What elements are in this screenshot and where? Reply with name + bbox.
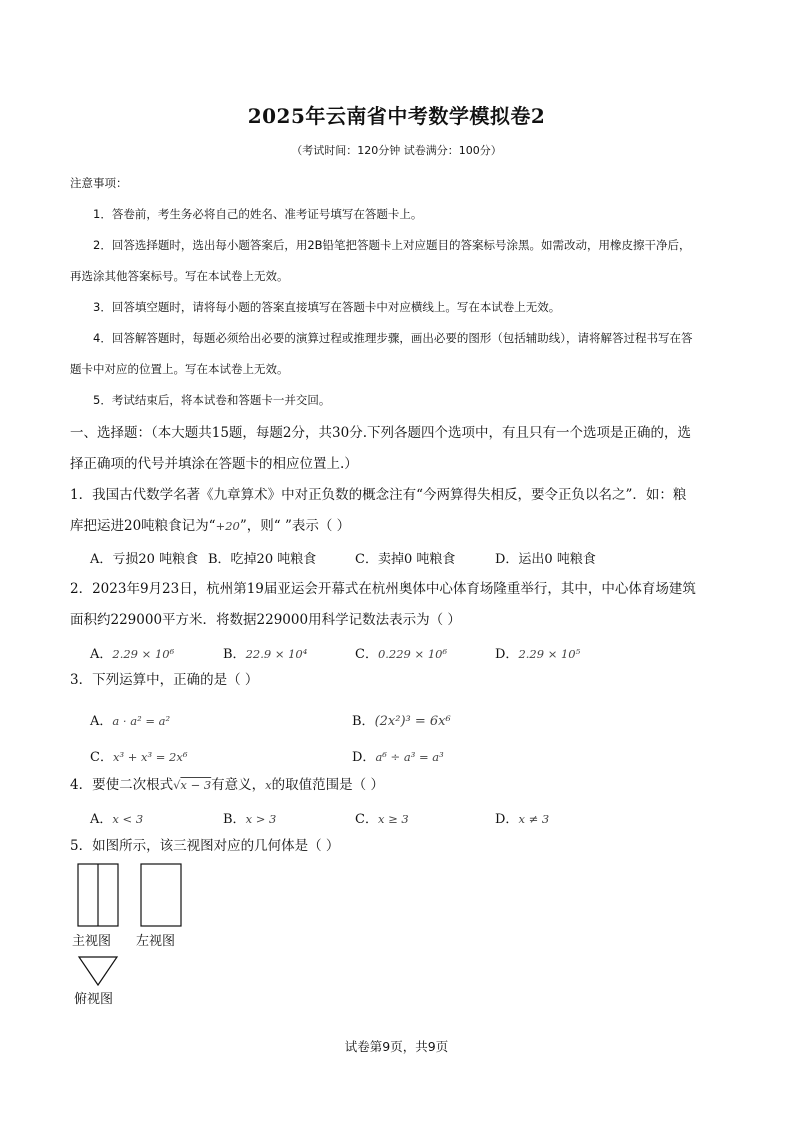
notice-item: 3．回答填空题时，请将每小题的答案直接填写在答题卡中对应横线上。写在本试卷上无效。 [93,300,561,314]
top-view-label: 俯视图 [74,992,114,1007]
side-view-label: 左视图 [136,934,176,949]
notice-heading: 注意事项： [70,176,128,190]
notice-item: 4．回答解答题时，每题必须给出必要的演算过程或推理步骤，画出必要的图形（包括辅助线），请将解答过程书写在答 [93,331,693,345]
q1-option-b: B．吃掉20 吨粮食 [208,552,317,567]
q1-option-c: C．卖掉0 吨粮食 [355,552,456,567]
front-view-label: 主视图 [72,934,112,949]
question-4-stem: 4．要使二次根式√x − 3有意义，x的取值范围是（ ） [70,777,384,793]
notice-item: 再选涂其他答案标号。写在本试卷上无效。 [70,269,289,283]
exam-subtitle: （考试时间：120分钟 试卷满分：100分） [291,144,502,157]
q1-text-b: ”，则“ ”表示（ ） [239,518,351,534]
q1-text-a: 库把运进20吨粮食记为“ [70,518,216,534]
page-title: 2025年云南省中考数学模拟卷2 [247,104,546,128]
notice-item: 5．考试结束后，将本试卷和答题卡一并交回。 [93,393,331,407]
q2-option-b: B．22.9 × 10⁴ [223,647,308,662]
q3-option-c: C．x³ + x³ = 2x⁶ [90,750,188,765]
page-footer: 试卷第9页，共9页 [344,1039,449,1054]
q4-option-b: B．x > 3 [223,812,277,827]
q2-option-d: D．2.29 × 10⁵ [495,647,581,662]
section-heading: 一、选择题：（本大题共15题，每题2分，共30分.下列各题四个选项中，有且只有一个选项是正确的，选 [70,425,691,441]
question-2-stem: 2．2023年9月23日，杭州第19届亚运会开幕式在杭州奥体中心体育场隆重举行，其中，中心体育场建筑 [70,581,696,597]
q3-option-b: B．(2x²)³ = 6x⁶ [352,714,451,729]
q4-option-c: C．x ≥ 3 [355,812,409,827]
q4-option-a: A．x < 3 [90,812,144,827]
question-1-stem-cont [70,511,730,542]
question-5-stem: 5．如图所示，该三视图对应的几何体是（ ） [70,838,340,854]
q1-option-a: A．亏损20 吨粮食 [90,552,199,567]
section-heading-cont: 择正确项的代号并填涂在答题卡的相应位置上.） [70,456,358,472]
question-3-stem: 3．下列运算中，正确的是（ ） [70,672,259,688]
top-view-triangle [79,957,117,985]
side-view-rect [141,864,181,926]
three-view-figure [72,862,202,1012]
notice-item: 1．答卷前，考生务必将自己的姓名、准考证号填写在答题卡上。 [93,207,423,221]
q2-option-a: A．2.29 × 10⁶ [90,647,175,662]
q3-option-d: D．a⁶ ÷ a³ = a³ [352,750,444,765]
question-1-stem: 1．我国古代数学名著《九章算术》中对正负数的概念注有“今两算得失相反，要令正负以名之”．如：粮 [70,487,687,503]
radical-expression: √x − 3 [173,778,212,792]
q1-math: +20 [215,519,240,533]
q2-option-c: C．0.229 × 10⁶ [355,647,448,662]
q1-option-d: D．运出0 吨粮食 [495,552,596,567]
question-2-stem-cont: 面积约229000平方米．将数据229000用科学记数法表示为（ ） [70,612,461,628]
notice-item: 题卡中对应的位置上。写在本试卷上无效。 [70,362,289,376]
notice-item: 2．回答选择题时，选出每小题答案后，用2B铅笔把答题卡上对应题目的答案标号涂黑。如需改动，用橡皮擦干净后， [93,238,691,252]
q4-option-d: D．x ≠ 3 [495,812,550,827]
q3-option-a: A．a · a² = a² [90,714,171,729]
